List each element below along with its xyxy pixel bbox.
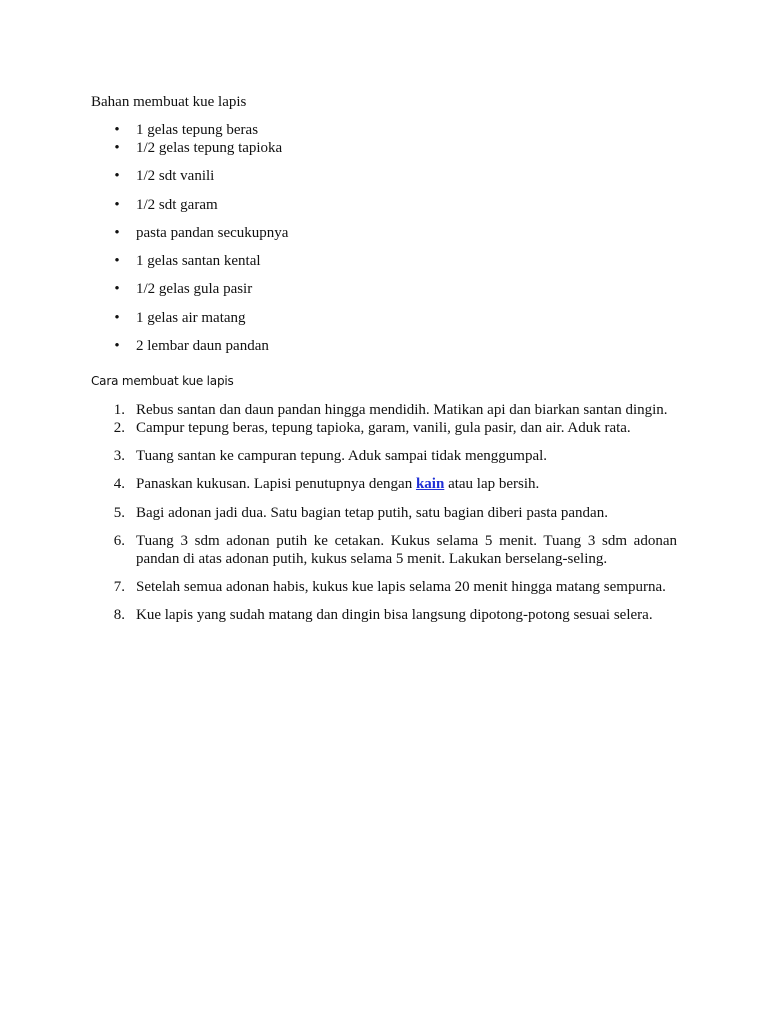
bullet-icon: • xyxy=(114,253,120,269)
ingredient-text: pasta pandan secukupnya xyxy=(136,225,289,241)
ingredient-text: 1/2 gelas tepung tapioka xyxy=(136,140,283,156)
ingredients-heading: Bahan membuat kue lapis xyxy=(91,94,247,110)
step-number: 8. xyxy=(113,607,125,623)
steps-heading: Cara membuat kue lapis xyxy=(91,374,234,388)
step-text: Tuang santan ke campuran tepung. Aduk sampai tidak menggumpal. xyxy=(136,448,548,464)
bullet-icon: • xyxy=(114,197,120,213)
step-number: 4. xyxy=(113,476,125,492)
step-number: 6. xyxy=(113,533,125,549)
bullet-icon: • xyxy=(114,281,120,297)
step-number: 1. xyxy=(113,402,125,418)
step-number: 2. xyxy=(113,420,125,436)
step-number: 5. xyxy=(113,505,125,521)
step-text: Rebus santan dan daun pandan hingga mendidih. Matikan api dan biarkan santan dingin. xyxy=(136,402,668,418)
ingredient-text: 2 lembar daun pandan xyxy=(136,338,269,354)
bullet-icon: • xyxy=(114,168,120,184)
bullet-icon: • xyxy=(114,140,120,156)
ingredient-text: 1 gelas air matang xyxy=(136,310,246,326)
step-text: Kue lapis yang sudah matang dan dingin bisa langsung dipotong-potong sesuai selera. xyxy=(136,607,653,623)
ingredient-text: 1 gelas tepung beras xyxy=(136,122,259,138)
step-text-before-link: Panaskan kukusan. Lapisi penutupnya dengan xyxy=(136,476,416,492)
step-text: Tuang 3 sdm adonan putih ke cetakan. Kukus selama 5 menit. Tuang 3 sdm adonan pandan di atas adonan putih, kukus selama 5 menit. Lakukan berselang-seling. xyxy=(136,533,677,567)
ingredient-text: 1/2 sdt garam xyxy=(136,197,218,213)
ingredient-text: 1 gelas santan kental xyxy=(136,253,261,269)
ingredient-text: 1/2 gelas gula pasir xyxy=(136,281,253,297)
step-number: 3. xyxy=(113,448,125,464)
step-number: 7. xyxy=(113,579,125,595)
ingredient-text: 1/2 sdt vanili xyxy=(136,168,215,184)
step-text: Setelah semua adonan habis, kukus kue lapis selama 20 menit hingga matang sempurna. xyxy=(136,579,666,595)
step-text-after-link: atau lap bersih. xyxy=(444,476,540,492)
step-text: Bagi adonan jadi dua. Satu bagian tetap putih, satu bagian diberi pasta pandan. xyxy=(136,505,608,521)
step-text: Campur tepung beras, tepung tapioka, garam, vanili, gula pasir, dan air. Aduk rata. xyxy=(136,420,631,436)
step-text xyxy=(136,475,539,493)
bullet-icon: • xyxy=(114,338,120,354)
kain-link[interactable]: kain xyxy=(415,476,445,492)
bullet-icon: • xyxy=(114,310,120,326)
bullet-icon: • xyxy=(114,225,120,241)
bullet-icon: • xyxy=(114,122,120,138)
